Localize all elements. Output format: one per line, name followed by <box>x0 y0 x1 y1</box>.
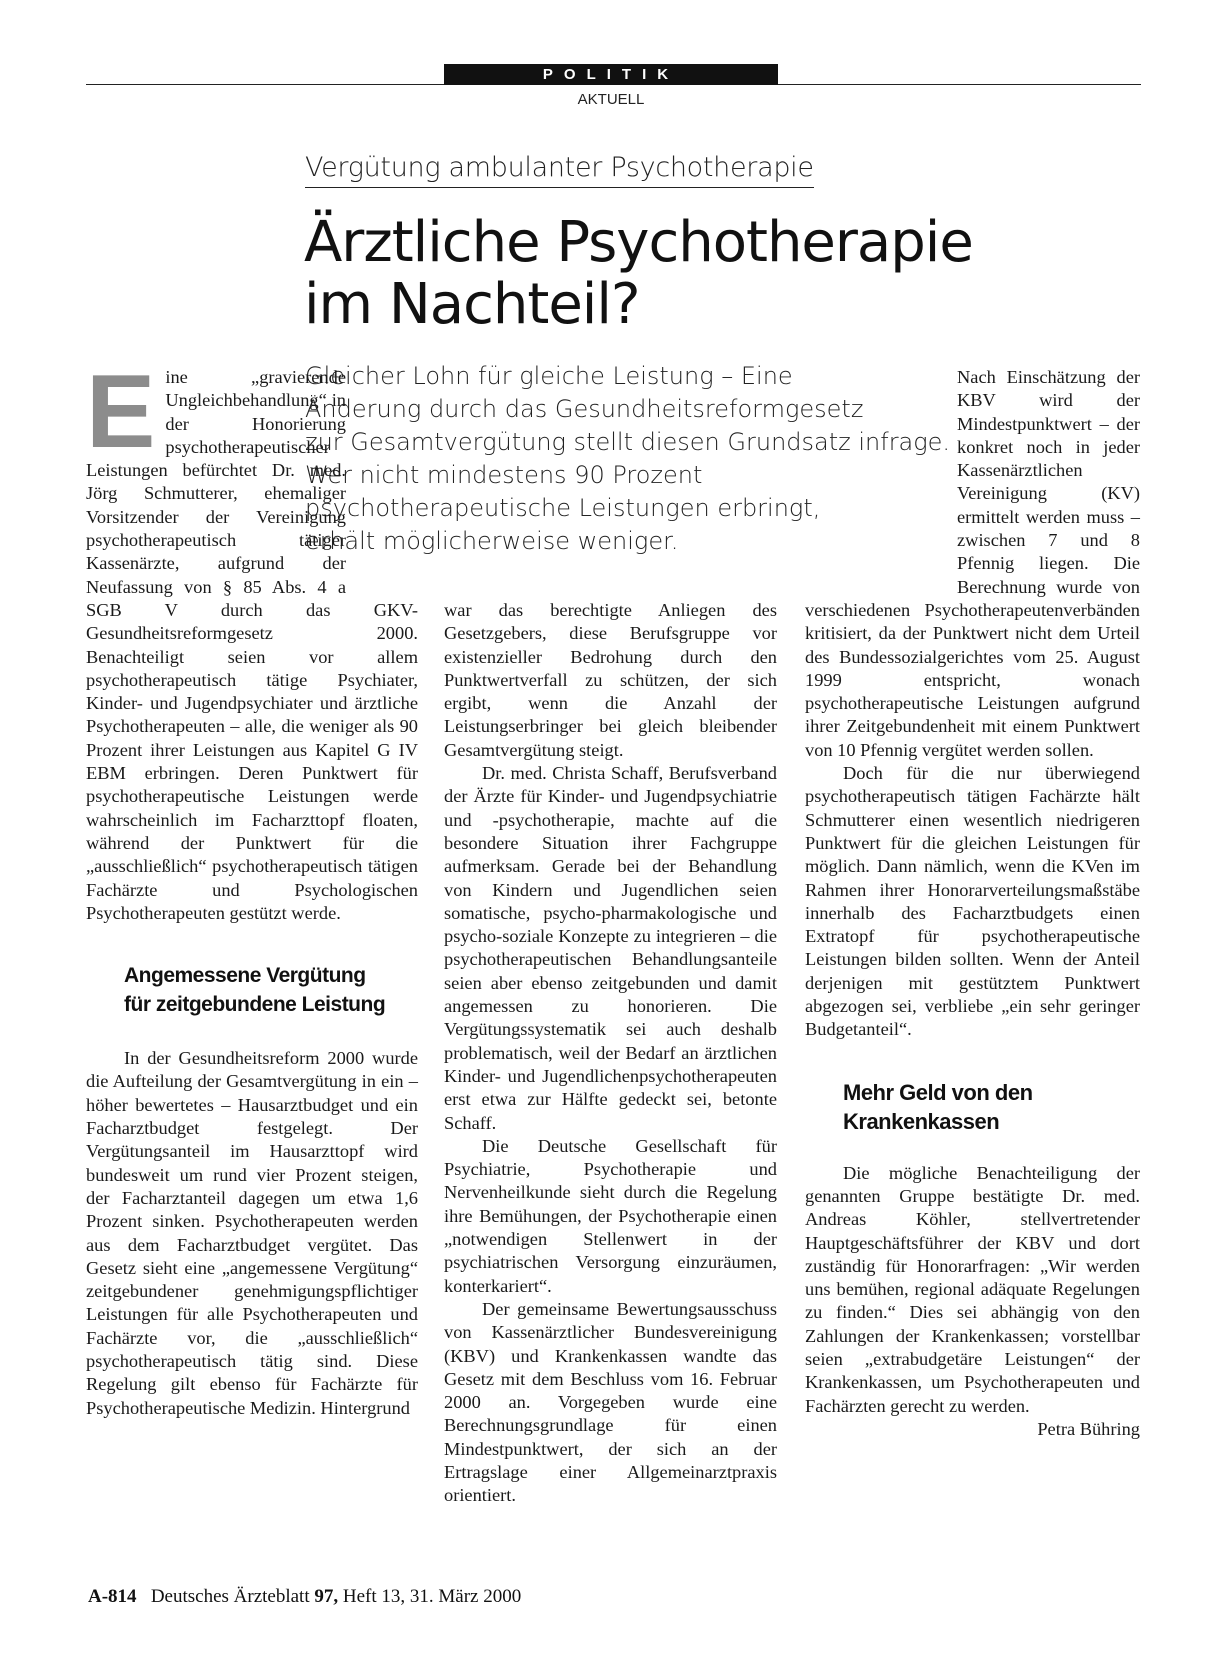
column-2 <box>444 599 777 1508</box>
lead-line: Änderung durch das Gesundheitsreformgesetz <box>305 395 864 423</box>
closing-text: Die mögliche Benachteiligung der genannten Gruppe bestätigte Dr. med. Andreas Köhler, stellvertretender Hauptgeschäftsführer der KBV und dort zuständig für Honorarfragen: „Wir werden uns bemühen, regional adäquate Regelungen zu finden.“ Dies sei abhängig von den Zahlungen der Krankenkassen; vorstellbar seien „extrabudgetäre Leistungen“ der Krankenkassen, um Psychotherapeuten und Fachärzten gerecht zu werden. <box>805 1162 1140 1416</box>
paragraph: Nach Einschätzung der KBV wird der Mindestpunktwert – der konkret noch in jeder Kassenärztlichen Vereinigung (KV) ermittelt werden muss – zwischen 7 und 8 Pfennig liegen. Die Berechnung wurde von verschiedenen Psychotherapeutenverbänden kritisiert, da der Punktwert nicht dem Urteil des Bundessozialgerichtes vom 25. August 1999 entspricht, wonach psychotherapeutische Leistungen aufgrund ihrer Zeitgebundenheit mit einem Punktwert von 10 Pfennig vergütet werden sollen. <box>805 367 1140 760</box>
lead-line: psychotherapeutische Leistungen erbringt, <box>305 494 821 522</box>
paragraph: Doch für die nur überwiegend psychotherapeutisch tätigen Fachärzte hält Schmutterer einen wesentlich niedrigeren Punktwert für die gleichen Leistungen für möglich. Dann nämlich, wenn die KVen im Rahmen ihrer Honorarverteilungsmaßstäbe innerhalb des Facharztbudgets einen Extratopf für psychotherapeutische Leistungen bilden sollten. Wenn der Anteil derjenigen mit gestütztem Punktwert abgezogen sei, verbliebe „ein sehr geringer Budgetanteil“. <box>805 763 1140 1040</box>
lead-line: erhält möglicherweise weniger. <box>305 527 679 555</box>
subheading-2-line: Krankenkassen <box>843 1108 1000 1134</box>
subheading-1-line: für zeitgebundene Leistung <box>124 993 386 1017</box>
lead-line: Wer nicht mindestens 90 Prozent <box>305 461 703 489</box>
lead-line: zur Gesamtvergütung stellt diesen Grundsatz infrage. <box>305 428 951 456</box>
section-rubric: POLITIK <box>444 64 778 85</box>
intro-text: ine „gravierende Ungleichbehandlung“ in der Honorierung psychotherapeutischer Leistungen befürchtet Dr. med. Jörg Schmutterer, ehemaliger Vorsitzender der Vereinigung psychotherapeutisch tätiger Kassenärzte, aufgrund der Neufassung von § 85 Abs. 4 a SGB V durch das GKV-Gesundheitsreformgesetz 2000. Benachteiligt seien vor allem psychotherapeutisch tätige Psychiater, Kinder- und Jugendpsychiater und ärztliche Psychotherapeuten – alle, die weniger als 90 Prozent ihrer Leistungen aus Kapitel G IV EBM erbringen. Deren Punktwert für psychotherapeutische Leistungen werde wahrscheinlich im Facharzttopf floaten, während der Punktwert für die „ausschließlich“ psychotherapeutisch tätigen Fachärzte und Psychologischen Psychotherapeuten gestützt werde. <box>86 367 418 923</box>
headline-line-1: Ärztliche Psychotherapie <box>304 210 973 275</box>
subheading-2 <box>805 1078 1140 1136</box>
lead-line: Gleicher Lohn für gleiche Leistung – Eine <box>305 362 793 390</box>
subheading-1 <box>86 961 418 1019</box>
paragraph: In der Gesundheitsreform 2000 wurde die Aufteilung der Gesamtvergütung in ein – höher bewertetes – Hausarztbudget und ein Facharztbudget festgelegt. Der Vergütungsanteil im Hausarzttopf wird bundesweit um rund vier Prozent steigen, der Facharztanteil dagegen um etwa 1,6 Prozent sinken. Psychotherapeuten werden aus dem Facharztbudget vergütet. Das Gesetz sieht eine „angemessene Vergütung“ zeitgebundener genehmigungspflichtiger Leistungen für alle Psychotherapeuten und Fachärzte vor, die „ausschließlich“ psychotherapeutisch tätig sind. Diese Regelung gilt ebenso für Fachärzte für Psychotherapeutische Medizin. Hintergrund <box>86 1048 418 1418</box>
page-number: A-814 <box>88 1586 137 1607</box>
page-footer <box>88 1586 521 1608</box>
headline-line-2: im Nachteil? <box>304 272 640 337</box>
author-byline: Petra Bühring <box>1037 1418 1140 1439</box>
section-subrubric: AKTUELL <box>577 91 645 108</box>
paragraph: Dr. med. Christa Schaff, Berufsverband der Ärzte für Kinder- und Jugendpsychiatrie und -psychotherapie, machte auf die besondere Situation ihrer Fachgruppe aufmerksam. Gerade bei der Behandlung von Kindern und Jugendlichen seien somatische, psycho-pharmakologische und psycho-soziale Konzepte zu integrieren – die psychotherapeutischen Behandlungsanteile seien aber ebenso zeitgebunden und damit angemessen zu honorieren. Die Vergütungssystematik sei auch deshalb problematisch, weil der Bedarf an ärztlichen Kinder- und Jugendlichenpsychotherapeuten erst etwa zur Hälfte gedeckt sei, betonte Schaff. <box>444 763 777 1133</box>
journal-volume: 97, <box>314 1586 339 1607</box>
column-3 <box>805 366 1140 1441</box>
paragraph: war das berechtigte Anliegen des Gesetzgebers, diese Berufsgruppe vor existenzieller Bedrohung durch den Punktwertverfall zu schützen, der sich ergibt, wenn die Anzahl der Leistungserbringer bei gleich bleibender Gesamtvergütung steigt. <box>444 600 777 760</box>
journal-issue: Heft 13, 31. März 2000 <box>342 1586 522 1607</box>
drop-cap: E <box>86 354 156 470</box>
paragraph: Der gemeinsame Bewertungsausschuss von Kassenärztlicher Bundesvereinigung (KBV) und Krankenkassen wandte das Gesetz mit dem Beschluss vom 16. Februar 2000 an. Vorgegeben wurde eine Berechnungsgrundlage für einen Mindestpunktwert, der sich an der Ertragslage einer Allgemeinarztpraxis orientiert. <box>444 1298 777 1506</box>
paragraph <box>805 1162 1140 1439</box>
subheading-2-line: Mehr Geld von den <box>843 1079 1033 1105</box>
journal-name: Deutsches Ärzteblatt <box>150 1586 310 1607</box>
article-headline <box>304 212 1004 336</box>
subheading-1-line: Angemessene Vergütung <box>124 964 366 988</box>
column-1 <box>86 354 418 1420</box>
article-kicker: Vergütung ambulanter Psychotherapie <box>305 152 814 188</box>
paragraph: Die Deutsche Gesellschaft für Psychiatrie, Psychotherapie und Nervenheilkunde sieht durch die Regelung ihre Bemühungen, der Psychotherapie einen „notwendigen Stellenwert in der psychiatrischen Versorgung einzuräumen, konterkariert“. <box>444 1135 777 1296</box>
